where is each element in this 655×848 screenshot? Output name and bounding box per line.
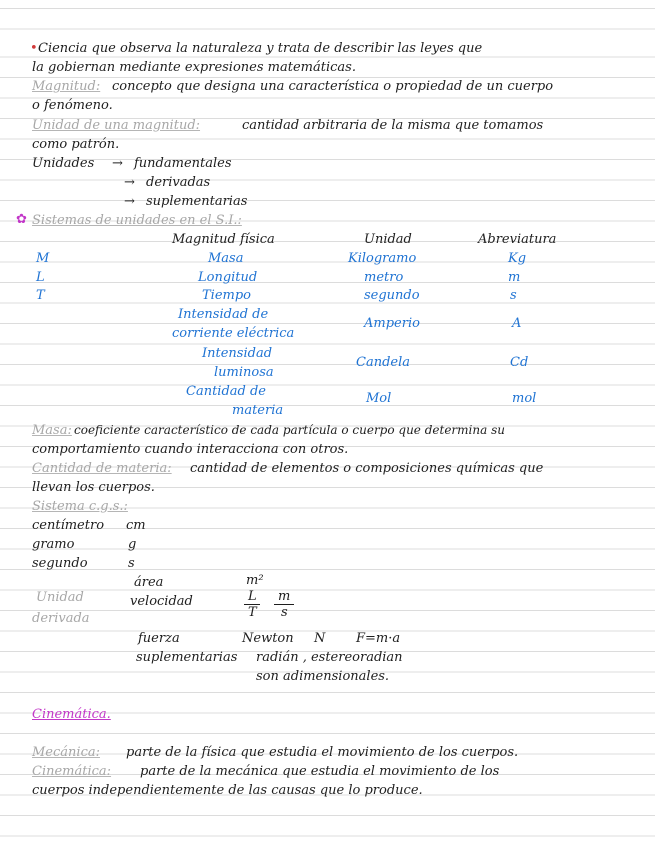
si-heading: Sistemas de unidades en el S.I.:: [32, 213, 242, 228]
derivada-area: área: [134, 575, 164, 590]
derivada-label-2: derivada: [32, 611, 90, 626]
si-row-unidad: segundo: [364, 288, 420, 303]
fraction-denominator: s: [281, 605, 288, 620]
si-row-abreviatura: A: [512, 316, 522, 331]
symbol-mass: M: [36, 251, 50, 266]
si-row-unidad: Mol: [366, 391, 392, 406]
derivada-velocidad: velocidad: [130, 594, 193, 609]
mecanica-term: Mecánica:: [32, 745, 100, 760]
derivada-radian: radián , estereoradian: [256, 650, 403, 665]
si-row-abreviatura: mol: [512, 391, 537, 406]
unit-type-fundamentales: fundamentales: [134, 156, 232, 171]
fraction-numerator: L: [248, 589, 257, 604]
cinematica-term: Cinemática:: [32, 764, 112, 779]
cgs-unit-name: segundo: [32, 556, 88, 571]
symbol-length: L: [36, 270, 45, 285]
unidad-def-1: cantidad arbitraria de la misma que tomamos: [242, 118, 544, 133]
magnitud-def-1: concepto que designa una característica o propiedad de un cuerpo: [112, 79, 554, 94]
magnitud-def-2: o fenómeno.: [32, 98, 113, 113]
unit-type-derivadas: derivadas: [146, 175, 211, 190]
magnitud-term: Magnitud:: [32, 79, 101, 94]
si-row-unidad: Amperio: [364, 316, 420, 331]
fraction-denominator: T: [248, 605, 257, 620]
derivada-adimensionales: son adimensionales.: [256, 669, 390, 684]
derivada-n-symbol: N: [314, 631, 326, 646]
cinematica-def-2: cuerpos independientemente de las causas que lo produce.: [32, 783, 423, 798]
masa-term: Masa:: [32, 423, 72, 438]
si-row-abreviatura: s: [510, 288, 517, 303]
cgs-heading: Sistema c.g.s.:: [32, 499, 128, 514]
bullet-point: •: [30, 41, 38, 56]
si-row-unidad: Kilogramo: [348, 251, 417, 266]
si-header-unidad: Unidad: [364, 232, 412, 247]
derivada-label-1: Unidad: [36, 590, 84, 605]
mecanica-def: parte de la física que estudia el movimiento de los cuerpos.: [126, 745, 519, 760]
derivada-formula: F=m·a: [356, 631, 401, 646]
cantidad-term: Cantidad de materia:: [32, 461, 172, 476]
si-row-abreviatura: m: [508, 270, 521, 285]
si-row-magnitud: Intensidad: [202, 346, 273, 361]
arrow-icon: →: [112, 156, 123, 171]
intro-line-1: Ciencia que observa la naturaleza y trata de describir las leyes que: [38, 41, 483, 56]
cgs-unit-symbol: cm: [126, 518, 146, 533]
si-header-magnitud: Magnitud física: [172, 232, 275, 247]
fraction-numerator: m: [278, 589, 291, 604]
intro-line-2: la gobiernan mediante expresiones matemáticas.: [32, 60, 356, 75]
cantidad-def-2: llevan los cuerpos.: [32, 480, 155, 495]
symbol-time: T: [36, 288, 45, 303]
arrow-icon: →: [124, 194, 135, 209]
cgs-unit-symbol: s: [128, 556, 135, 571]
si-row-magnitud: materia: [232, 403, 284, 418]
cgs-unit-name: centímetro: [32, 518, 105, 533]
unit-type-suplementarias: suplementarias: [146, 194, 248, 209]
si-row-magnitud: Tiempo: [202, 288, 251, 303]
si-row-magnitud: luminosa: [214, 365, 274, 380]
unidad-def-2: como patrón.: [32, 137, 120, 152]
flower-icon: ✿: [16, 212, 27, 227]
si-row-magnitud: corriente eléctrica: [172, 326, 295, 341]
masa-def-1: coeficiente característico de cada partícula o cuerpo que determina su: [74, 423, 505, 437]
arrow-icon: →: [124, 175, 135, 190]
derivada-suplementarias: suplementarias: [136, 650, 238, 665]
unidad-term: Unidad de una magnitud:: [32, 118, 201, 133]
si-row-magnitud: Longitud: [198, 270, 258, 285]
si-row-magnitud: Masa: [208, 251, 244, 266]
si-row-unidad: metro: [364, 270, 404, 285]
unidades-label: Unidades: [32, 156, 95, 171]
si-header-abreviatura: Abreviatura: [478, 232, 557, 247]
derivada-newton: Newton: [242, 631, 294, 646]
si-row-magnitud: Intensidad de: [178, 307, 269, 322]
si-row-abreviatura: Kg: [508, 251, 527, 266]
si-row-abreviatura: Cd: [510, 355, 529, 370]
si-row-unidad: Candela: [356, 355, 410, 370]
cgs-unit-name: gramo: [32, 537, 75, 552]
cgs-unit-symbol: g: [128, 537, 137, 552]
cantidad-def-1: cantidad de elementos o composiciones químicas que: [190, 461, 544, 476]
derivada-fuerza: fuerza: [138, 631, 180, 646]
si-row-magnitud: Cantidad de: [186, 384, 266, 399]
masa-def-2: comportamiento cuando interacciona con otros.: [32, 442, 349, 457]
cinematica-heading: Cinemática.: [32, 707, 111, 722]
cinematica-def-1: parte de la mecánica que estudia el movimiento de los: [140, 764, 500, 779]
derivada-area-unit: m²: [246, 573, 264, 588]
